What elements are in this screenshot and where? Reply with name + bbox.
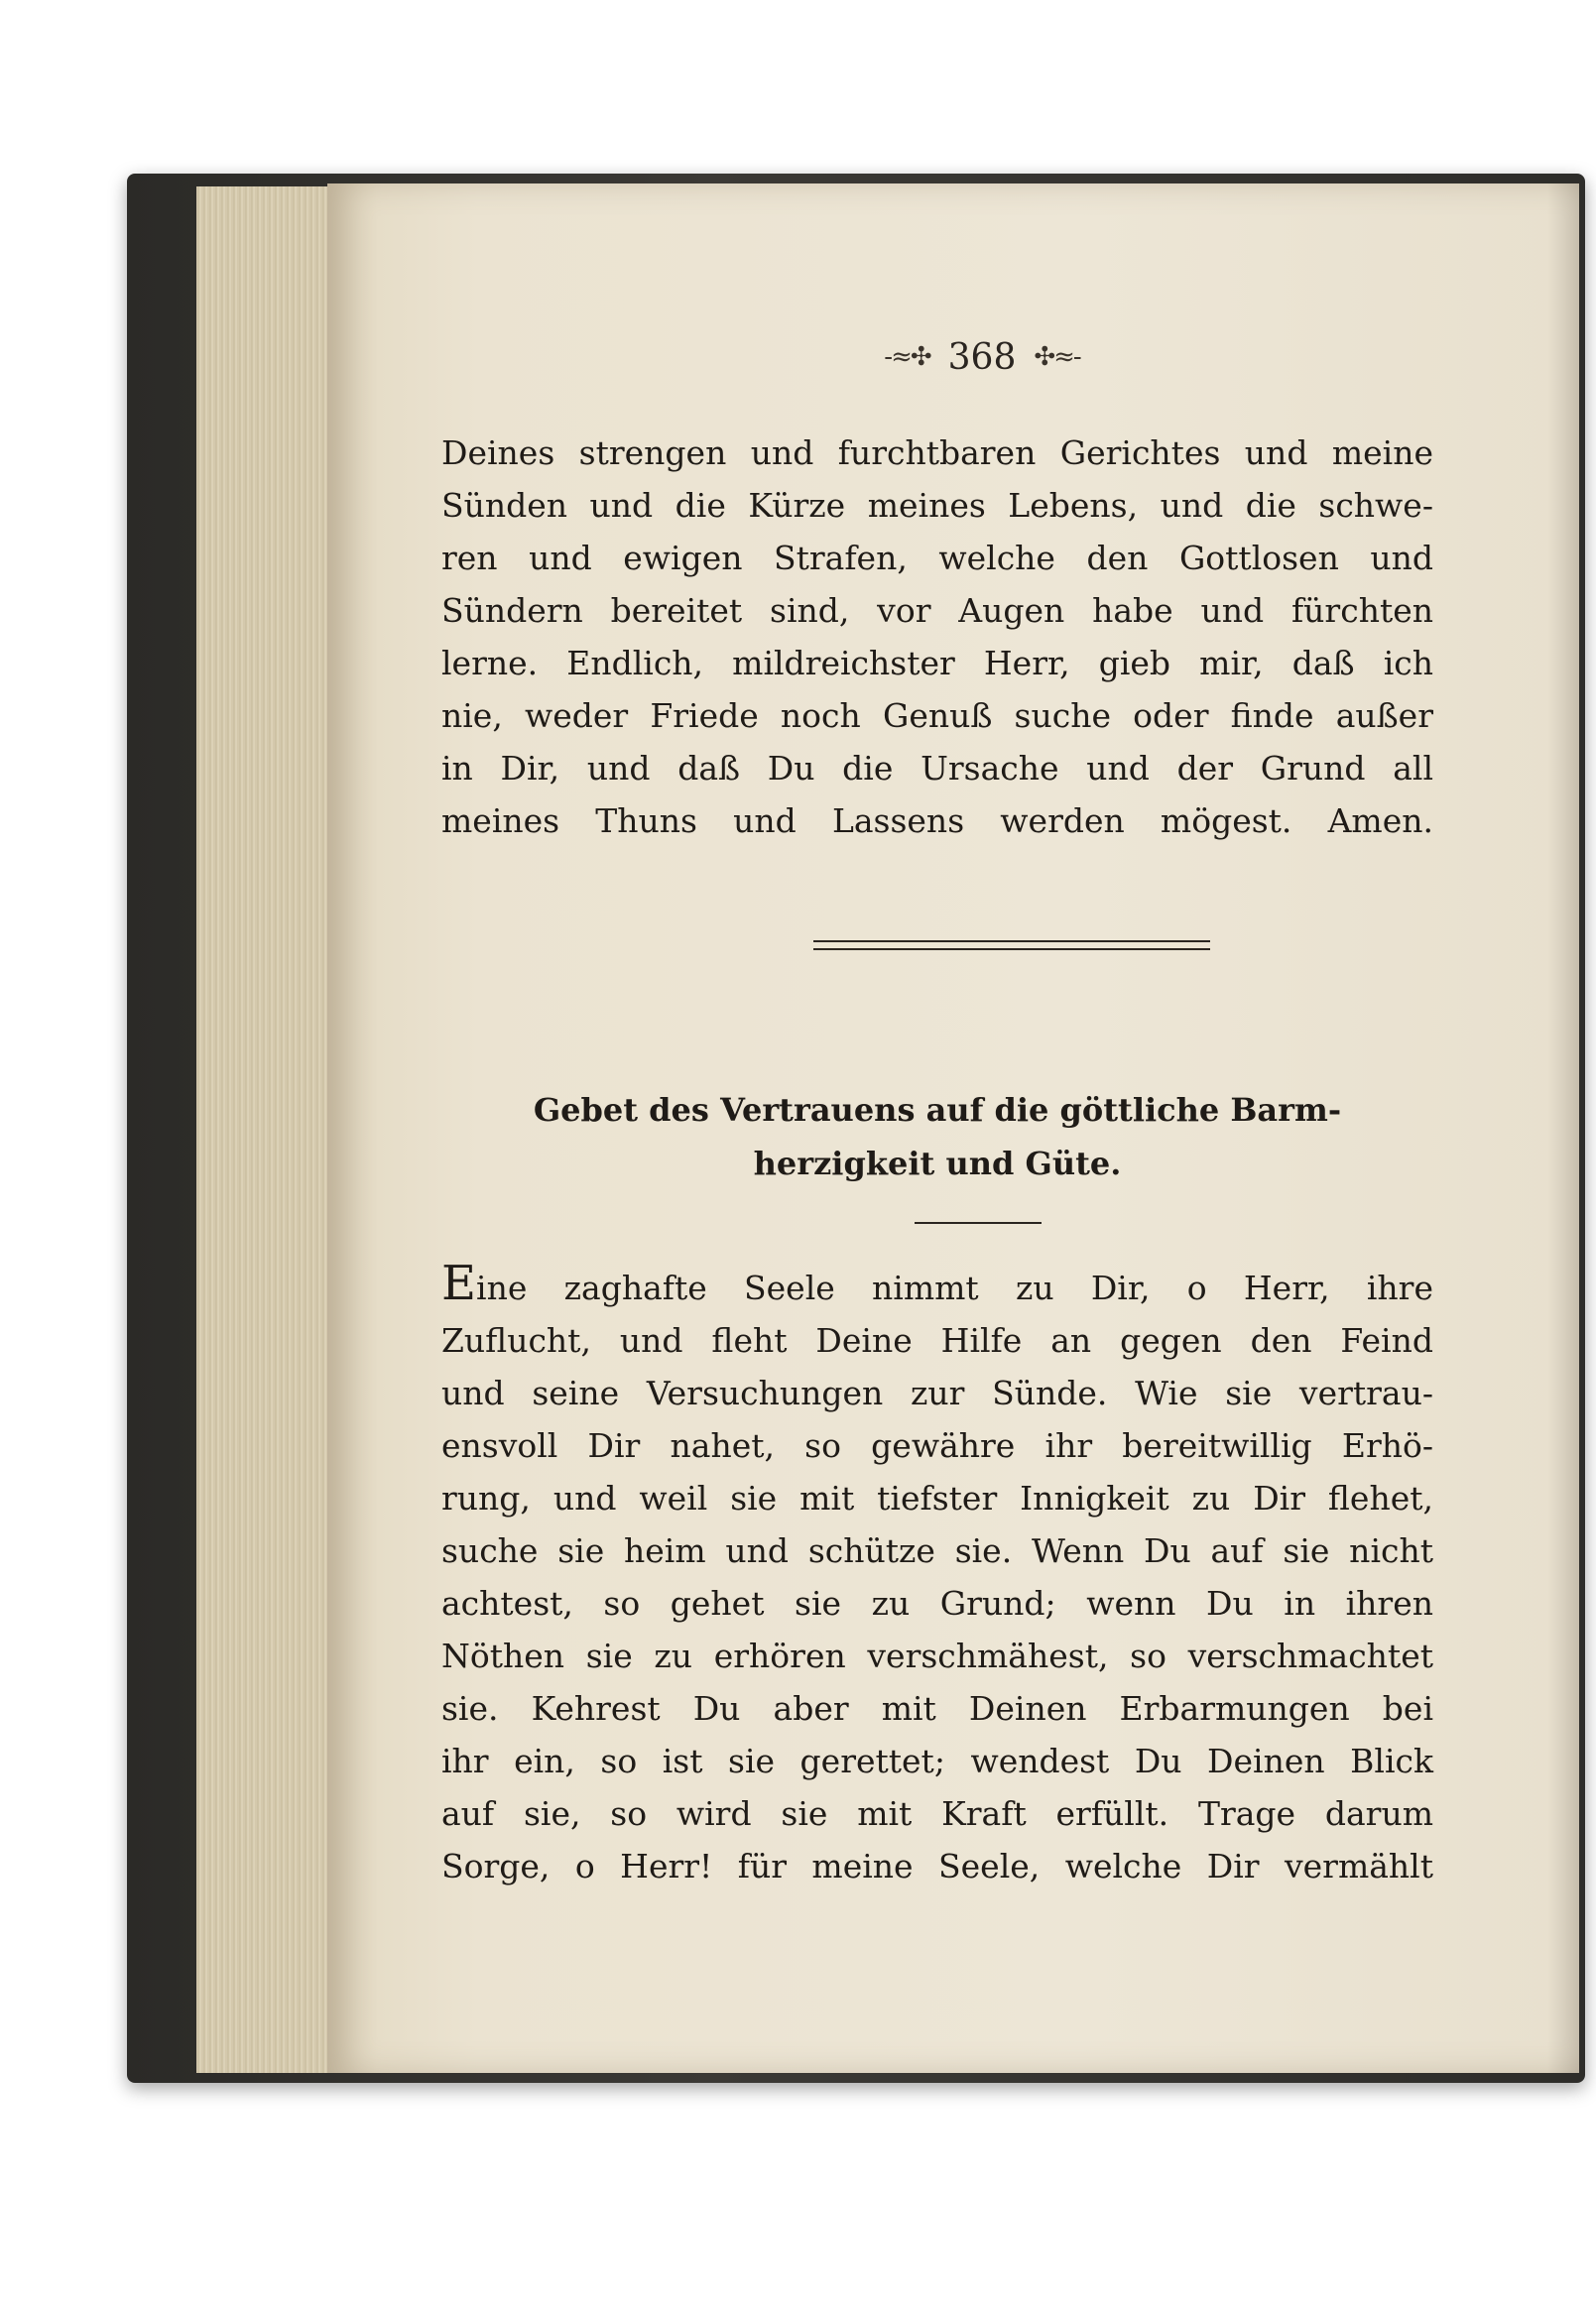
text-line: Nöthen sie zu erhören verschmähest, so verschmachtet — [441, 1637, 1433, 1675]
text-line: meines Thuns und Lassens werden mögest. Amen. — [441, 801, 1433, 840]
text-line: Sünden und die Kürze meines Lebens, und die schwe- — [441, 486, 1433, 525]
drop-cap: E — [441, 1256, 477, 1311]
text-line: Sorge, o Herr! für meine Seele, welche Dir vermählt — [441, 1847, 1433, 1885]
page-edges — [196, 186, 337, 2073]
heading-underline — [915, 1222, 1042, 1224]
section-divider — [813, 940, 1210, 950]
text-line: auf sie, so wird sie mit Kraft erfüllt. Trage darum — [441, 1794, 1433, 1833]
text-line: und seine Versuchungen zur Sünde. Wie sie vertrau- — [441, 1374, 1433, 1412]
page-number: 368 — [947, 336, 1017, 378]
text-line: nie, weder Friede noch Genuß suche oder finde außer — [441, 696, 1433, 735]
text-line: in Dir, und daß Du die Ursache und der Grund all — [441, 749, 1433, 788]
text-line: Sündern bereitet sind, vor Augen habe und fürchten — [441, 591, 1433, 630]
text-line: achtest, so gehet sie zu Grund; wenn Du in ihren — [441, 1584, 1433, 1623]
text-line: rung, und weil sie mit tiefster Innigkeit zu Dir flehet, — [441, 1479, 1433, 1518]
text-line: sie. Kehrest Du aber mit Deinen Erbarmungen bei — [441, 1689, 1433, 1728]
ornament-left-icon: -≈✣ — [884, 342, 930, 372]
text-line: suche sie heim und schütze sie. Wenn Du auf sie nicht — [441, 1531, 1433, 1570]
page-shadow — [1547, 183, 1579, 2073]
paragraph-continued — [441, 426, 1433, 847]
heading-line: Gebet des Vertrauens auf die göttliche Barm- — [533, 1091, 1342, 1129]
prayer-paragraph — [441, 1256, 1433, 1892]
text-line-first — [441, 1256, 1433, 1314]
ornament-right-icon: ✣≈- — [1034, 342, 1080, 372]
text-line: ihr ein, so ist sie gerettet; wendest Du Deinen Blick — [441, 1742, 1433, 1780]
text-line: ensvoll Dir nahet, so gewähre ihr bereitwillig Erhö- — [441, 1426, 1433, 1465]
first-line-text: ine zaghafte Seele nimmt zu Dir, o Herr, ihre — [476, 1269, 1433, 1307]
heading-line: herzigkeit und Güte. — [753, 1145, 1122, 1182]
text-line: ren und ewigen Strafen, welche den Gottlosen und — [441, 539, 1433, 577]
text-line: Zuflucht, und fleht Deine Hilfe an gegen den Feind — [441, 1321, 1433, 1360]
text-line: Deines strengen und furchtbaren Gerichtes und meine — [441, 433, 1433, 472]
text-line: lerne. Endlich, mildreichster Herr, gieb mir, daß ich — [441, 644, 1433, 682]
page-header — [833, 332, 1131, 382]
section-heading — [427, 1083, 1448, 1190]
